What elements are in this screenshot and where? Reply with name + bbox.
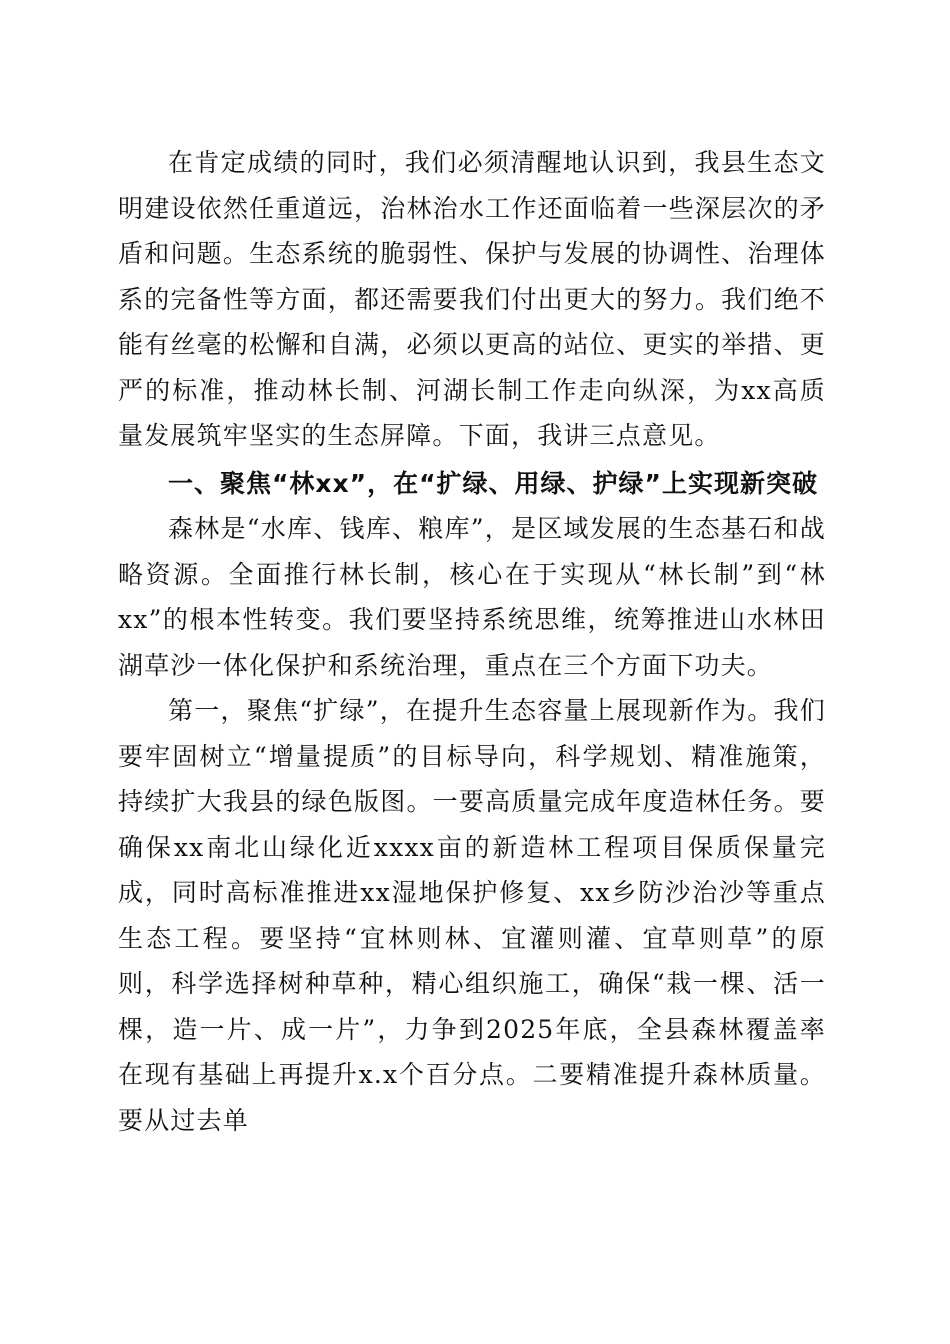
paragraph-intro: 在肯定成绩的同时，我们必须清醒地认识到，我县生态文明建设依然任重道远，治林治水工作还面临着一些深层次的矛盾和问题。生态系统的脆弱性、保护与发展的协调性、治理体系的完备性等方面，都还需要我们付出更大的努力。我们绝不能有丝毫的松懈和自满，必须以更高的站位、更实的举措、更严的标准，推动林长制、河湖长制工作走向纵深，为xx高质量发展筑牢坚实的生态屏障。下面，我讲三点意见。 bbox=[118, 148, 826, 450]
paragraph-forest-overview: 森林是“水库、钱库、粮库”，是区域发展的生态基石和战略资源。全面推行林长制，核心在于实现从“林长制”到“林xx”的根本性转变。我们要坚持系统思维，统筹推进山水林田湖草沙一体化保护和系统治理，重点在三个方面下功夫。 bbox=[118, 514, 826, 680]
paragraph-first-point: 第一，聚焦“扩绿”，在提升生态容量上展现新作为。我们要牢固树立“增量提质”的目标导向，科学规划、精准施策，持续扩大我县的绿色版图。一要高质量完成年度造林任务。要确保xx南北山绿化近xxxx亩的新造林工程项目保质保量完成，同时高标准推进xx湿地保护修复、xx乡防沙治沙等重点生态工程。要坚持“宜林则林、宜灌则灌、宜草则草”的原则，科学选择树种草种，精心组织施工，确保“栽一棵、活一棵，造一片、成一片”，力争到2025年底，全县森林覆盖率在现有基础上再提升x.x个百分点。二要精准提升森林质量。要从过去单 bbox=[118, 696, 826, 1135]
document-body bbox=[118, 140, 826, 1143]
section-heading-1: 一、聚焦“林xx”，在“扩绿、用绿、护绿”上实现新突破 bbox=[168, 468, 818, 498]
